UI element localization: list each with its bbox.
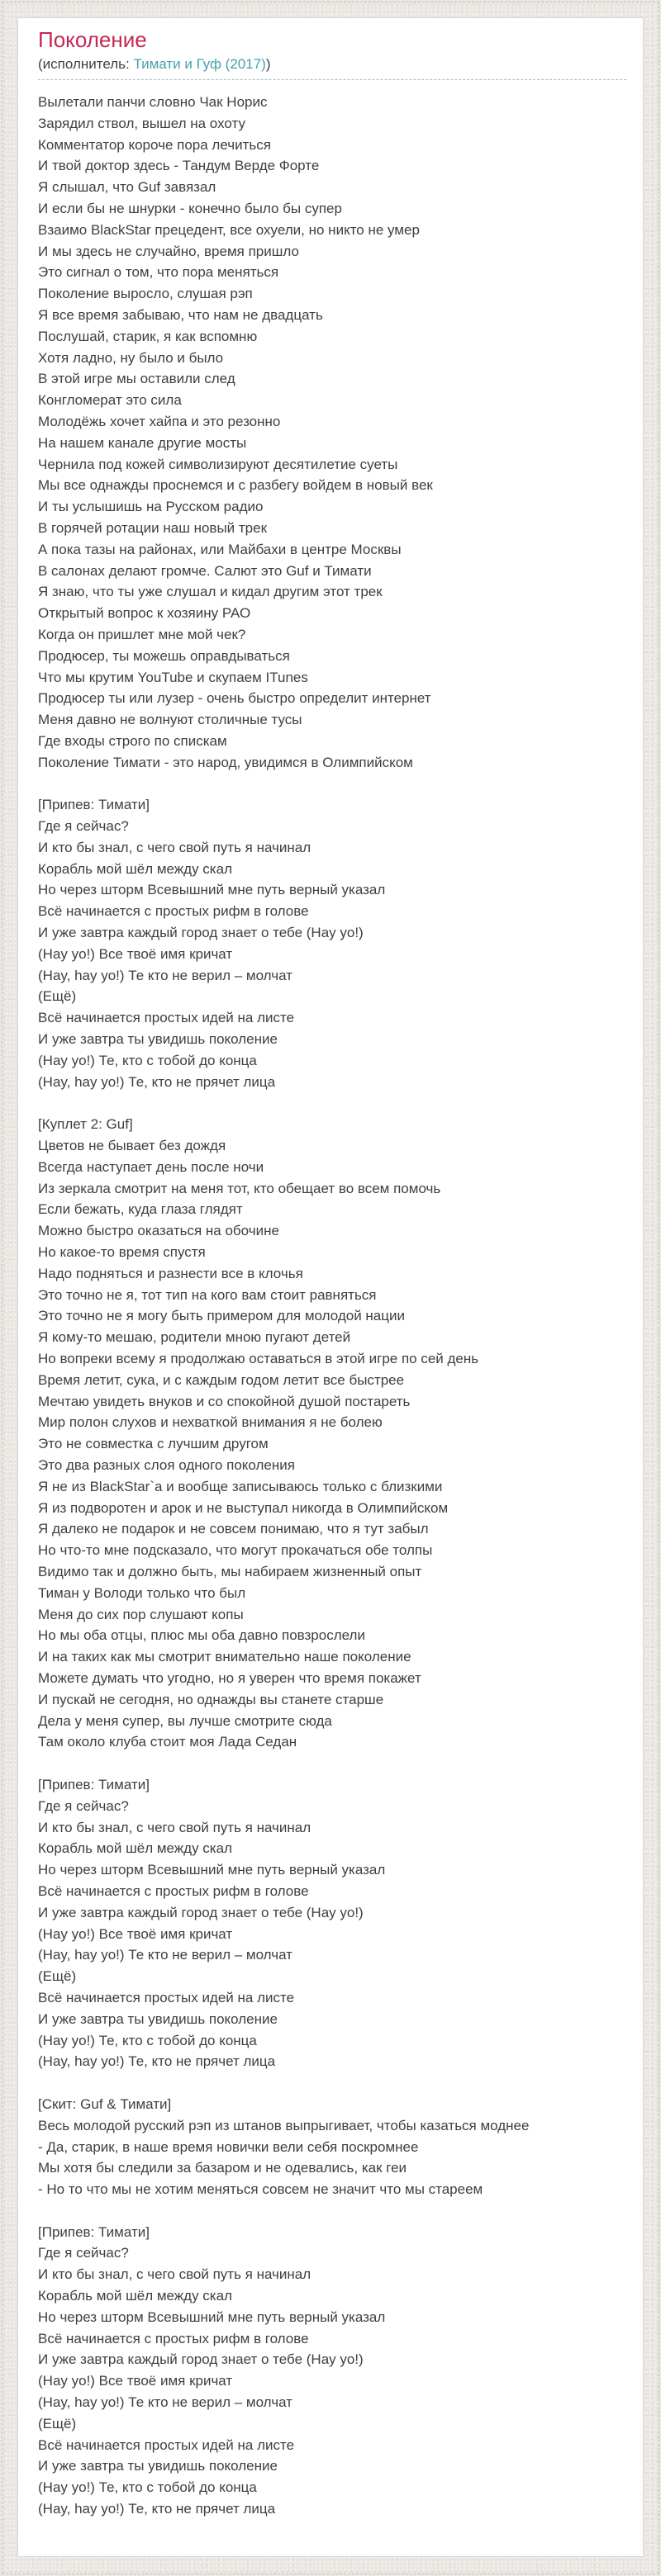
lyric-line: В горячей ротации наш новый трек — [38, 519, 268, 536]
lyric-line: (Hay, hay yo!) Те кто не верил – молчат — [38, 2394, 292, 2411]
lyric-line: (Ещё) — [38, 1968, 77, 1985]
lyric-line: (Ещё) — [38, 2415, 77, 2432]
lyric-line: (Hay, hay yo!) Те, кто не прячет лица — [38, 2501, 276, 2517]
lyric-line: На нашем канале другие мосты — [38, 434, 247, 451]
lyric-line: Я далеко не подарок и не совсем понимаю, что я тут забыл — [38, 1521, 429, 1537]
lyric-line: И уже завтра каждый город знает о тебе (Hay yo!) — [38, 1904, 364, 1920]
lyric-line: Где я сейчас? — [38, 818, 129, 835]
lyric-line: Корабль мой шёл между скал — [38, 1840, 232, 1857]
lyric-line: Хотя ладно, ну было и было — [38, 349, 224, 366]
artist-label: (исполнитель: — [38, 56, 134, 72]
lyric-line: Где я сейчас? — [38, 1797, 129, 1814]
lyric-line: Мир полон слухов и нехваткой внимания я не болею — [38, 1414, 383, 1431]
lyric-line: В салонах делают громче. Салют это Guf и Тимати — [38, 562, 372, 579]
lyric-line: Корабль мой шёл между скал — [38, 2288, 232, 2304]
lyric-line: И уже завтра ты увидишь поколение — [38, 2010, 278, 2027]
lyric-line: Тиман у Володи только что был — [38, 1584, 246, 1601]
song-title: Поколение — [38, 27, 147, 52]
lyric-line: Но через шторм Всевышний мне путь верный указал — [38, 2308, 386, 2325]
lyric-line: Я кому-то мешаю, родители мною пугают детей — [38, 1329, 351, 1346]
header-divider — [38, 79, 626, 80]
lyric-line: И уже завтра каждый город знает о тебе (Hay yo!) — [38, 2351, 364, 2368]
lyric-line: Дела у меня супер, вы лучше смотрите сюда — [38, 1712, 332, 1729]
lyric-line: Когда он пришлет мне мой чек? — [38, 626, 246, 642]
lyric-line: И кто бы знал, с чего свой путь я начинал — [38, 1819, 311, 1835]
lyric-line: Весь молодой русский рэп из штанов выпрыгивает, чтобы казаться моднее — [38, 2117, 530, 2133]
lyric-line: (Hay yo!) Все твоё имя кричат — [38, 945, 233, 962]
lyric-line: (Hay yo!) Все твоё имя кричат — [38, 1925, 233, 1942]
lyric-line: Я все время забываю, что нам не двадцать — [38, 306, 323, 323]
lyric-line: Конгломерат это сила — [38, 392, 182, 409]
lyric-line — [38, 1092, 626, 1114]
lyric-line: И на таких как мы смотрит внимательно наше поколение — [38, 1649, 411, 1665]
lyric-line: Поколение Тимати - это народ, увидимся в Олимпийском — [38, 754, 413, 770]
lyric-line: Вылетали панчи словно Чак Норис — [38, 94, 268, 110]
lyric-line: И мы здесь не случайно, время пришло — [38, 243, 299, 259]
lyric-line: Корабль мой шёл между скал — [38, 860, 232, 877]
lyric-line: Продюсер ты или лузер - очень быстро определит интернет — [38, 690, 431, 707]
lyric-line: Чернила под кожей символизируют десятилетие суеты — [38, 456, 398, 472]
lyric-line: И кто бы знал, с чего свой путь я начинал — [38, 839, 311, 855]
lyric-line: И твой доктор здесь - Тандум Верде Форте — [38, 158, 320, 174]
lyric-line: Надо подняться и разнести все в клочья — [38, 1265, 303, 1281]
lyric-line: И уже завтра ты увидишь поколение — [38, 1031, 278, 1048]
lyric-line: [Припев: Тимати] — [38, 1776, 150, 1792]
lyric-line: Но через шторм Всевышний мне путь верный указал — [38, 882, 386, 898]
lyric-line: - Да, старик, в наше время новички вели себя поскромнее — [38, 2138, 419, 2155]
lyric-line: И уже завтра ты увидишь поколение — [38, 2458, 278, 2474]
lyric-line: Из зеркала смотрит на меня тот, кто обещает во всем помочь — [38, 1180, 441, 1196]
lyric-line: И пускай не сегодня, но однажды вы станете старше — [38, 1691, 384, 1707]
lyric-line — [38, 774, 626, 795]
lyric-line: Но что-то мне подсказало, что могут прокачаться обе толпы — [38, 1542, 433, 1559]
lyric-line: - Но то что мы не хотим меняться совсем не значит что мы стареем — [38, 2181, 483, 2198]
lyric-line: Но какое-то время спустя — [38, 1244, 206, 1261]
lyric-line: (Hay, hay yo!) Те кто не верил – молчат — [38, 1947, 292, 1963]
artist-link[interactable]: Тимати и Гуф (2017) — [133, 56, 266, 72]
lyric-line: И уже завтра каждый город знает о тебе (Hay yo!) — [38, 925, 364, 941]
lyric-line: Это сигнал о том, что пора меняться — [38, 264, 279, 281]
lyric-line: Там около клуба стоит моя Лада Седан — [38, 1734, 297, 1750]
lyric-line: Меня до сих пор слушают копы — [38, 1606, 244, 1622]
lyric-line: В этой игре мы оставили след — [38, 371, 235, 387]
lyric-line: Всё начинается с простых рифм в голове — [38, 2330, 309, 2346]
lyrics-text — [38, 92, 626, 2520]
lyric-line: Послушай, старик, я как вспомню — [38, 328, 258, 344]
lyric-line: И кто бы знал, с чего свой путь я начинал — [38, 2266, 311, 2283]
lyric-line: (Hay yo!) Все твоё имя кричат — [38, 2373, 233, 2389]
lyric-line: И ты услышишь на Русском радио — [38, 499, 264, 515]
lyric-line: [Припев: Тимати] — [38, 797, 150, 813]
lyric-line: Но мы оба отцы, плюс мы оба давно повзрослели — [38, 1627, 365, 1644]
lyric-line: Всё начинается простых идей на листе — [38, 1989, 295, 2005]
lyric-line: (Hay yo!) Те, кто с тобой до конца — [38, 2479, 257, 2496]
lyric-line: Но через шторм Всевышний мне путь верный указал — [38, 1862, 386, 1878]
lyric-line: Время летит, сука, и с каждым годом летит все быстрее — [38, 1371, 405, 1388]
lyric-line: Поколение выросло, слушая рэп — [38, 286, 253, 302]
lyric-line: Если бежать, куда глаза глядят — [38, 1201, 243, 1218]
lyric-line: Всё начинается простых идей на листе — [38, 1010, 295, 1026]
lyric-line: Видимо так и должно быть, мы набираем жизненный опыт — [38, 1563, 422, 1579]
lyric-line — [38, 2072, 626, 2094]
lyric-line: Я слышал, что Guf завязал — [38, 179, 216, 196]
lyric-line: Цветов не бывает без дождя — [38, 1138, 226, 1154]
lyric-line: Это не совместка с лучшим другом — [38, 1436, 269, 1452]
lyric-line: (Hay yo!) Те, кто с тобой до конца — [38, 2032, 257, 2048]
lyric-line: Это точно не я, тот тип на кого вам стоит равняться — [38, 1286, 377, 1303]
lyric-line: Можно быстро оказаться на обочине — [38, 1223, 279, 1239]
lyric-line: Комментатор короче пора лечиться — [38, 136, 271, 153]
lyric-line: [Припев: Тимати] — [38, 2223, 150, 2240]
lyric-line: И если бы не шнурки - конечно было бы супер — [38, 200, 342, 216]
lyric-line: (Ещё) — [38, 988, 77, 1005]
lyric-line: Я не из BlackStar`а и вообще записываюсь только с близкими — [38, 1478, 443, 1494]
lyric-line: Где входы строго по спискам — [38, 732, 227, 749]
lyric-line — [38, 1753, 626, 1774]
lyric-line: Продюсер, ты можешь оправдываться — [38, 647, 290, 664]
lyric-line: Взаимо BlackStar прецедент, все охуели, но никто не умер — [38, 221, 420, 238]
lyric-line: Всё начинается с простых рифм в голове — [38, 1882, 309, 1899]
lyric-line: Мы все однажды проснемся и с разбегу войдем в новый век — [38, 477, 433, 494]
lyric-line: (Hay, hay yo!) Те, кто не прячет лица — [38, 2053, 276, 2070]
lyric-line: Всегда наступает день после ночи — [38, 1158, 264, 1175]
lyric-line: Меня давно не волнуют столичные тусы — [38, 712, 302, 728]
artist-line — [38, 55, 626, 73]
lyrics-card — [17, 17, 644, 2557]
lyric-line: Где я сейчас? — [38, 2245, 129, 2261]
lyric-line: Это два разных слоя одного поколения — [38, 1457, 295, 1473]
lyric-line: [Куплет 2: Guf] — [38, 1116, 133, 1133]
lyric-line: Зарядил ствол, вышел на охоту — [38, 115, 245, 131]
artist-line-suffix: ) — [265, 56, 271, 72]
lyric-line: Но вопреки всему я продолжаю оставаться в этой игре по сей день — [38, 1351, 479, 1367]
lyric-line: Я знаю, что ты уже слушал и кидал другим этот трек — [38, 584, 383, 600]
lyric-line: Я из подворотен и арок и не выступал никогда в Олимпийском — [38, 1499, 449, 1516]
lyric-line: А пока тазы на районах, или Майбахи в центре Москвы — [38, 541, 402, 557]
lyric-line: Что мы крутим YouTube и скупаем ITunes — [38, 669, 308, 685]
lyric-line: Открытый вопрос к хозяину РАО — [38, 605, 251, 622]
lyric-line: Всё начинается с простых рифм в голове — [38, 903, 309, 920]
lyric-line: Мы хотя бы следили за базаром и не одевались, как геи — [38, 2160, 407, 2176]
lyric-line: (Hay yo!) Те, кто с тобой до конца — [38, 1052, 257, 1068]
lyric-line: Можете думать что угодно, но я уверен что время покажет — [38, 1669, 421, 1686]
lyric-line: Мечтаю увидеть внуков и со спокойной душой постареть — [38, 1393, 411, 1409]
lyric-line: (Hay, hay yo!) Те, кто не прячет лица — [38, 1073, 276, 1090]
lyric-line: Молодёжь хочет хайпа и это резонно — [38, 413, 281, 429]
lyric-line — [38, 2200, 626, 2222]
lyric-line: (Hay, hay yo!) Те кто не верил – молчат — [38, 967, 292, 983]
lyric-line: Всё начинается простых идей на листе — [38, 2436, 295, 2453]
lyric-line: [Скит: Guf & Тимати] — [38, 2095, 172, 2112]
lyric-line: Это точно не я могу быть примером для молодой нации — [38, 1308, 405, 1324]
